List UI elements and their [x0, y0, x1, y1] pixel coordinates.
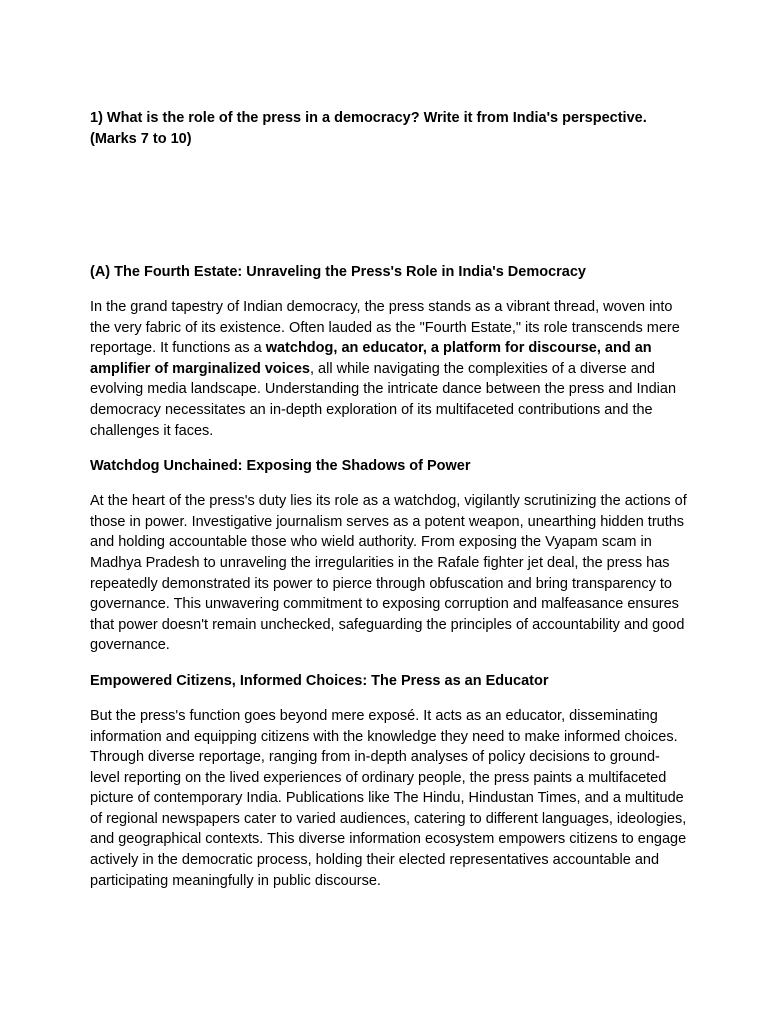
- section-paragraph-watchdog: At the heart of the press's duty lies its role as a watchdog, vigilantly scrutinizing the actions of those in power. Investigative journalism serves as a potent weapon, unearthing hidden truths and holding accountable those who wield authority. From exposing the Vyapam scam in Madhya Pradesh to unraveling the irregularities in the Rafale fighter jet deal, the press has repeatedly demonstrated its power to pierce through obfuscation and bring transparency to governance. This unwavering commitment to exposing corruption and malfeasance ensures that power doesn't remain unchecked, safeguarding the principles of accountability and good governance.: [90, 493, 687, 654]
- question-marks: (Marks 7 to 10): [90, 130, 192, 147]
- answer-title: (A) The Fourth Estate: Unraveling the Press's Role in India's Democracy: [90, 264, 586, 280]
- section-paragraph-educator: But the press's function goes beyond mere exposé. It acts as an educator, disseminating information and equipping citizens with the knowledge they need to make informed choices. Through diverse reportage, ranging from in-depth analyses of policy decisions to ground-level reporting on the lived experiences of ordinary people, the press paints a multifaceted picture of contemporary India. Publications like The Hindu, Hindustan Times, and a multitude of regional newspapers cater to varied audiences, catering to different languages, ideologies, and geographical contexts. This diverse information ecosystem empowers citizens to engage actively in the democratic process, holding their elected representatives accountable and participating meaningfully in public discourse.: [90, 707, 687, 889]
- intro-paragraph: [90, 297, 688, 441]
- intro-text-start: In the grand tapestry of Indian democracy, the press stands as a vibrant thread, woven into the very fabric of its existence. Often lauded as the "Fourth Estate," its role transcends mere reportage. It functions as a: [90, 299, 680, 357]
- question-line-1: 1) What is the role of the press in a democracy? Write it from India's perspective.: [90, 110, 647, 126]
- intro-text-end: , all while navigating the complexities of a diverse and evolving media landscape. Understanding the intricate dance between the press and Indian democracy necessitates an in-depth exploration of its multifaceted contributions and the challenges it faces.: [90, 360, 677, 439]
- section-heading-watchdog: Watchdog Unchained: Exposing the Shadows of Power: [90, 458, 471, 475]
- question-heading: [90, 108, 690, 149]
- intro-bold-roles: watchdog, an educator, a platform for discourse, and an amplifier of marginalized voices: [90, 340, 652, 377]
- section-heading-educator: Empowered Citizens, Informed Choices: The Press as an Educator: [90, 672, 549, 689]
- answer-content: [90, 262, 688, 891]
